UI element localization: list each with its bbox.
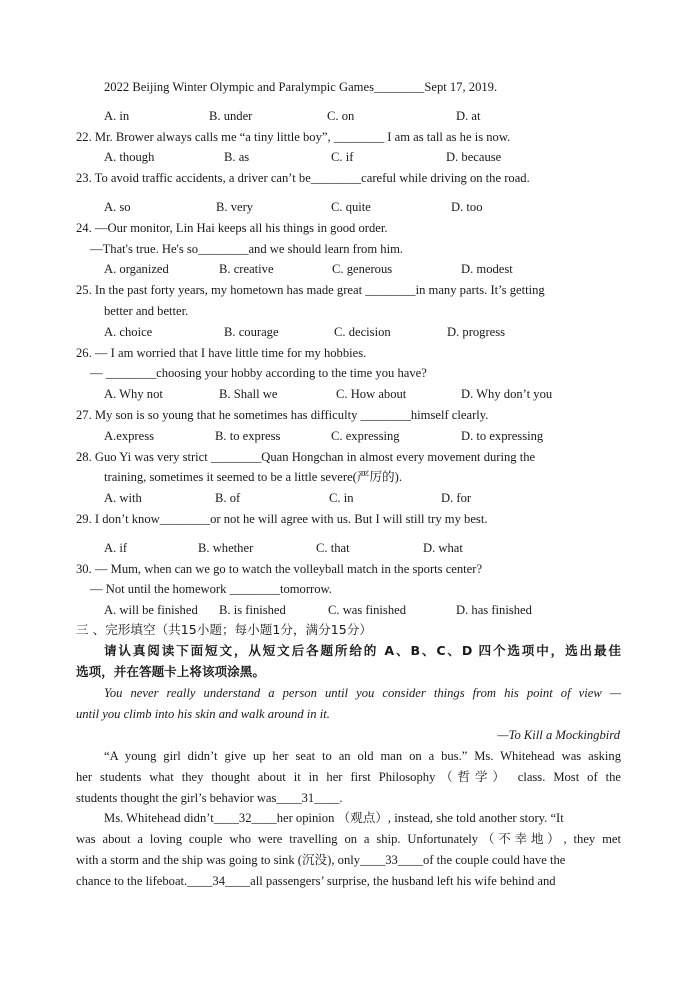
passage-line6-end: of the couple could have the — [423, 853, 566, 867]
epigraph-source: —To Kill a Mockingbird — [497, 728, 620, 742]
q28-option-d[interactable]: D. for — [441, 491, 472, 505]
q25-option-d[interactable]: D. progress — [447, 325, 506, 339]
q30-option-d[interactable]: D. has finished — [456, 603, 532, 617]
q27-stem: 27. My son is so young that he sometimes has difficulty ________himself clearly. — [76, 408, 489, 422]
q26-option-b[interactable]: B. Shall we — [219, 387, 278, 401]
q30-option-b[interactable]: B. is finished — [219, 603, 286, 617]
q29-option-c[interactable]: C. that — [316, 541, 350, 555]
passage-line5: was about a loving couple who were travelling on a ship. Unfortunately（不幸地）, they met — [76, 832, 621, 846]
q28-stem-line1: 28. Guo Yi was very strict ________Quan Hongchan in almost every movement during the — [76, 450, 536, 464]
q30-stem-line1: 30. — Mum, when can we go to watch the volleyball match in the sports center? — [76, 562, 483, 576]
passage-line3-text: students thought the girl’s behavior was — [76, 791, 277, 805]
q30-option-a[interactable]: A. will be finished — [104, 603, 198, 617]
q29-stem: 29. I don’t know________or not he will agree with us. But I will still try my best. — [76, 512, 488, 526]
q22-stem: 22. Mr. Brower always calls me “a tiny little boy”, ________ I am as tall as he is now. — [76, 130, 511, 144]
q26-option-c[interactable]: C. How about — [336, 387, 407, 401]
q21-option-d[interactable]: D. at — [456, 109, 481, 123]
passage-line2: her students what they thought about it in her first Philosophy（哲学） class. Most of the — [76, 770, 621, 784]
q25-stem-line1: 25. In the past forty years, my hometown has made great ________in many parts. It’s getting — [76, 283, 545, 297]
q21-stem: 2022 Beijing Winter Olympic and Paralympic Games________Sept 17, 2019. — [104, 80, 498, 94]
q25-option-c[interactable]: C. decision — [334, 325, 391, 339]
q24-option-a[interactable]: A. organized — [104, 262, 169, 276]
epigraph-line2: until you climb into his skin and walk around in it. — [76, 707, 330, 721]
q27-option-c[interactable]: C. expressing — [331, 429, 400, 443]
passage-line6-start: with a storm and the ship was going to sink (沉没), only — [76, 853, 361, 867]
q24-option-d[interactable]: D. modest — [461, 262, 513, 276]
blank-31[interactable]: ____31____ — [276, 791, 340, 805]
q23-option-a[interactable]: A. so — [104, 200, 131, 214]
epigraph-line1: You never really understand a person until you consider things from his point of view — — [104, 686, 621, 700]
q23-option-b[interactable]: B. very — [216, 200, 254, 214]
q24-stem-line1: 24. —Our monitor, Lin Hai keeps all his things in good order. — [76, 221, 388, 235]
section-instructions-line2: 选项，并在答题卡上将该项涂黑。 — [76, 664, 265, 679]
q22-option-a[interactable]: A. though — [104, 150, 155, 164]
passage-line7 — [76, 873, 556, 889]
blank-34[interactable]: ____34____ — [187, 874, 251, 888]
q26-option-a[interactable]: A. Why not — [104, 387, 163, 401]
q27-option-d[interactable]: D. to expressing — [461, 429, 544, 443]
q21-option-b[interactable]: B. under — [209, 109, 253, 123]
passage-line7-end: all passengers’ surprise, the husband left his wife behind and — [250, 874, 556, 888]
q30-option-c[interactable]: C. was finished — [328, 603, 407, 617]
q28-stem-line2: training, sometimes it seemed to be a little severe(严厉的). — [104, 470, 402, 484]
passage-line4-start: Ms. Whitehead didn’t — [104, 811, 214, 825]
q27-option-b[interactable]: B. to express — [215, 429, 281, 443]
blank-33[interactable]: ____33____ — [360, 853, 424, 867]
q26-stem-line1: 26. — I am worried that I have little time for my hobbies. — [76, 346, 367, 360]
q21-option-c[interactable]: C. on — [327, 109, 355, 123]
q28-option-c[interactable]: C. in — [329, 491, 354, 505]
q26-stem-line2: — ________choosing your hobby according to the time you have? — [90, 366, 427, 380]
q21-option-a[interactable]: A. in — [104, 109, 130, 123]
section-instructions-line1: 请认真阅读下面短文，从短文后各题所给的 A、B、C、D 四个选项中，选出最佳 — [104, 643, 621, 658]
q30-stem-line2: — Not until the homework ________tomorrow. — [90, 582, 332, 596]
q25-stem-line2: better and better. — [104, 304, 189, 318]
passage-line6 — [76, 852, 565, 868]
q24-stem-line2: —That's true. He's so________and we should learn from him. — [90, 242, 404, 256]
passage-line7-start: chance to the lifeboat. — [76, 874, 188, 888]
q28-option-a[interactable]: A. with — [104, 491, 142, 505]
q22-option-c[interactable]: C. if — [331, 150, 354, 164]
passage-line4 — [104, 810, 564, 826]
passage-line3 — [76, 790, 343, 806]
passage-line1: “A young girl didn’t give up her seat to an old man on a bus.” Ms. Whitehead was asking — [104, 749, 621, 763]
q29-option-b[interactable]: B. whether — [198, 541, 254, 555]
q25-option-b[interactable]: B. courage — [224, 325, 279, 339]
q26-option-d[interactable]: D. Why don’t you — [461, 387, 553, 401]
q22-option-b[interactable]: B. as — [224, 150, 250, 164]
q24-option-b[interactable]: B. creative — [219, 262, 274, 276]
q29-option-d[interactable]: D. what — [423, 541, 463, 555]
q22-option-d[interactable]: D. because — [446, 150, 502, 164]
q24-option-c[interactable]: C. generous — [332, 262, 393, 276]
passage-line3-end: . — [339, 791, 343, 805]
q28-option-b[interactable]: B. of — [215, 491, 241, 505]
q23-option-c[interactable]: C. quite — [331, 200, 371, 214]
passage-line4-end: her opinion （观点）, instead, she told another story. “It — [276, 811, 564, 825]
q23-stem: 23. To avoid traffic accidents, a driver can’t be________careful while driving on the road. — [76, 171, 530, 185]
q27-option-a[interactable]: A.express — [104, 429, 155, 443]
blank-32[interactable]: ____32____ — [213, 811, 277, 825]
section-heading: 三 、完形填空（共15小题；每小题1分，满分15分） — [76, 622, 372, 637]
q29-option-a[interactable]: A. if — [104, 541, 128, 555]
q25-option-a[interactable]: A. choice — [104, 325, 153, 339]
q23-option-d[interactable]: D. too — [451, 200, 483, 214]
